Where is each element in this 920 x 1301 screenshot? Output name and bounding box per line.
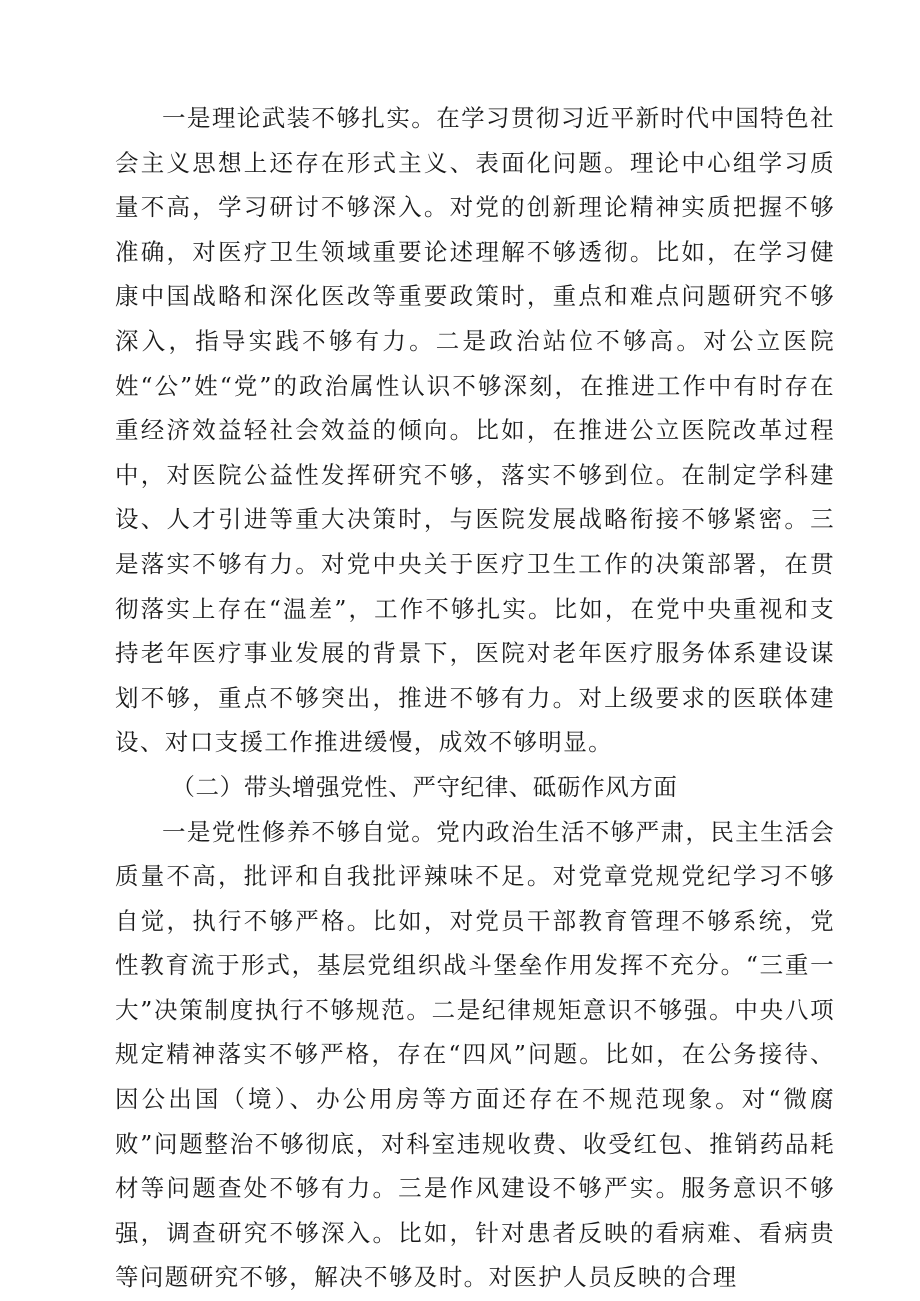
- paragraph-theory-politics-implementation: 一是理论武装不够扎实。在学习贯彻习近平新时代中国特色社会主义思想上还存在形式主义、表面化问题。理论中心组学习质量不高，学习研讨不够深入。对党的创新理论精神实质把握不够准确，对医疗卫生领域重要论述理解不够透彻。比如，在学习健康中国战略和深化医改等重要政策时，重点和难点问题研究不够深入，指导实践不够有力。二是政治站位不够高。对公立医院姓“公”姓“党”的政治属性认识不够深刻，在推进工作中有时存在重经济效益轻社会效益的倾向。比如，在推进公立医院改革过程中，对医院公益性发挥研究不够，落实不够到位。在制定学科建设、人才引进等重大决策时，与医院发展战略衔接不够紧密。三是落实不够有力。对党中央关于医疗卫生工作的决策部署，在贯彻落实上存在“温差”，工作不够扎实。比如，在党中央重视和支持老年医疗事业发展的背景下，医院对老年医疗服务体系建设谋划不够，重点不够突出，推进不够有力。对上级要求的医联体建设、对口支援工作推进缓慢，成效不够明显。: [115, 104, 835, 757]
- document-body: [115, 96, 835, 1300]
- section-heading: （二）带头增强党性、严守纪律、砥砺作风方面: [171, 772, 678, 801]
- paragraph-party-discipline-style: 一是党性修养不够自觉。党内政治生活不够严肃，民主生活会质量不高，批评和自我批评辣味不足。对党章党规党纪学习不够自觉，执行不够严格。比如，对党员干部教育管理不够系统，党性教育流于形式，基层党组织战斗堡垒作用发挥不充分。“三重一大”决策制度执行不够规范。二是纪律规矩意识不够强。中央八项规定精神落实不够严格，存在“四风”问题。比如，在公务接待、因公出国（境）、办公用房等方面还存在不规范现象。对“微腐败”问题整治不够彻底，对科室违规收费、收受红包、推销药品耗材等问题查处不够有力。三是作风建设不够严实。服务意识不够强，调查研究不够深入。比如，针对患者反映的看病难、看病贵等问题研究不够，解决不够及时。对医护人员反映的合理: [115, 817, 835, 1292]
